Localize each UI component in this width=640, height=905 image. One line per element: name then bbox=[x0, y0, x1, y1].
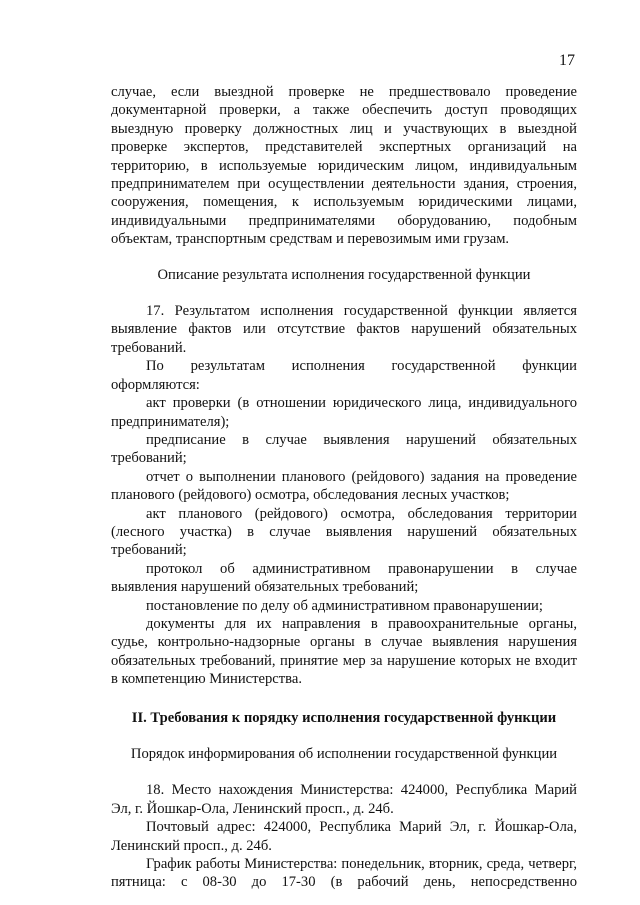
paragraph-continuation: случае, если выездной проверке не предшествовало проведение документарной проверки, а также обеспечить доступ проводящих выездную проверку должностных лиц и участвующих в выездной проверке экспертов, представителей экспертных организаций на территорию, в используемые юридическим лицом, индивидуальным предпринимателем при осуществлении деятельности здания, строения, сооружения, помещения, к используемым юридическими лицами, индивидуальными предпринимателями оборудованию, подобным объектам, транспортным средствам и перевозимым ими грузам. bbox=[111, 84, 577, 248]
list-item-violation-protocol: протокол об административном правонарушении в случае выявления нарушений обязательных требований; bbox=[111, 560, 577, 596]
document-body bbox=[111, 83, 577, 892]
paragraph-17: 17. Результатом исполнения государственной функции является выявление фактов или отсутствие фактов нарушений обязательных требований. bbox=[111, 303, 577, 356]
section-heading-2: II. Требования к порядку исполнения государственной функции bbox=[131, 709, 557, 726]
paragraph-18-location: 18. Место нахождения Министерства: 424000, Республика Марий Эл, г. Йошкар-Ола, Ленинский просп., д. 24б. bbox=[111, 782, 577, 817]
subsection-heading-result: Описание результата исполнения государственной функции bbox=[157, 266, 531, 283]
list-item-survey-act: акт планового (рейдового) осмотра, обследования территории (лесного участка) в случае выявления нарушений обязательных требований; bbox=[111, 505, 577, 559]
list-item-order: предписание в случае выявления нарушений обязательных требований; bbox=[111, 431, 577, 467]
list-item-inspection-act: акт проверки (в отношении юридического лица, индивидуального предпринимателя); bbox=[111, 395, 577, 430]
paragraph-postal-address: Почтовый адрес: 424000, Республика Марий Эл, г. Йошкар-Ола, Ленинский просп., д. 24б. bbox=[111, 819, 577, 854]
subsection-heading-informing: Порядок информирования об исполнении государственной функции bbox=[130, 746, 558, 762]
paragraph-work-schedule: График работы Министерства: понедельник, вторник, среда, четверг, пятница: с 08-30 до 17-30 (в рабочий день, непосредственно bbox=[111, 856, 577, 891]
paragraph-documents-intro: По результатам исполнения государственной функции оформляются: bbox=[111, 358, 577, 393]
list-item-task-report: отчет о выполнении планового (рейдового) задания на проведение планового (рейдового) осмотра, обследования лесных участков; bbox=[111, 468, 577, 504]
page-number: 17 bbox=[559, 52, 575, 69]
list-item-referral-documents: документы для их направления в правоохранительные органы, судье, контрольно-надзорные органы в случае выявления нарушения обязательных требований, принятие мер за нарушение которых не входит в компетенцию Министерства. bbox=[111, 615, 577, 688]
list-item-resolution: постановление по делу об административном правонарушении; bbox=[146, 597, 543, 614]
